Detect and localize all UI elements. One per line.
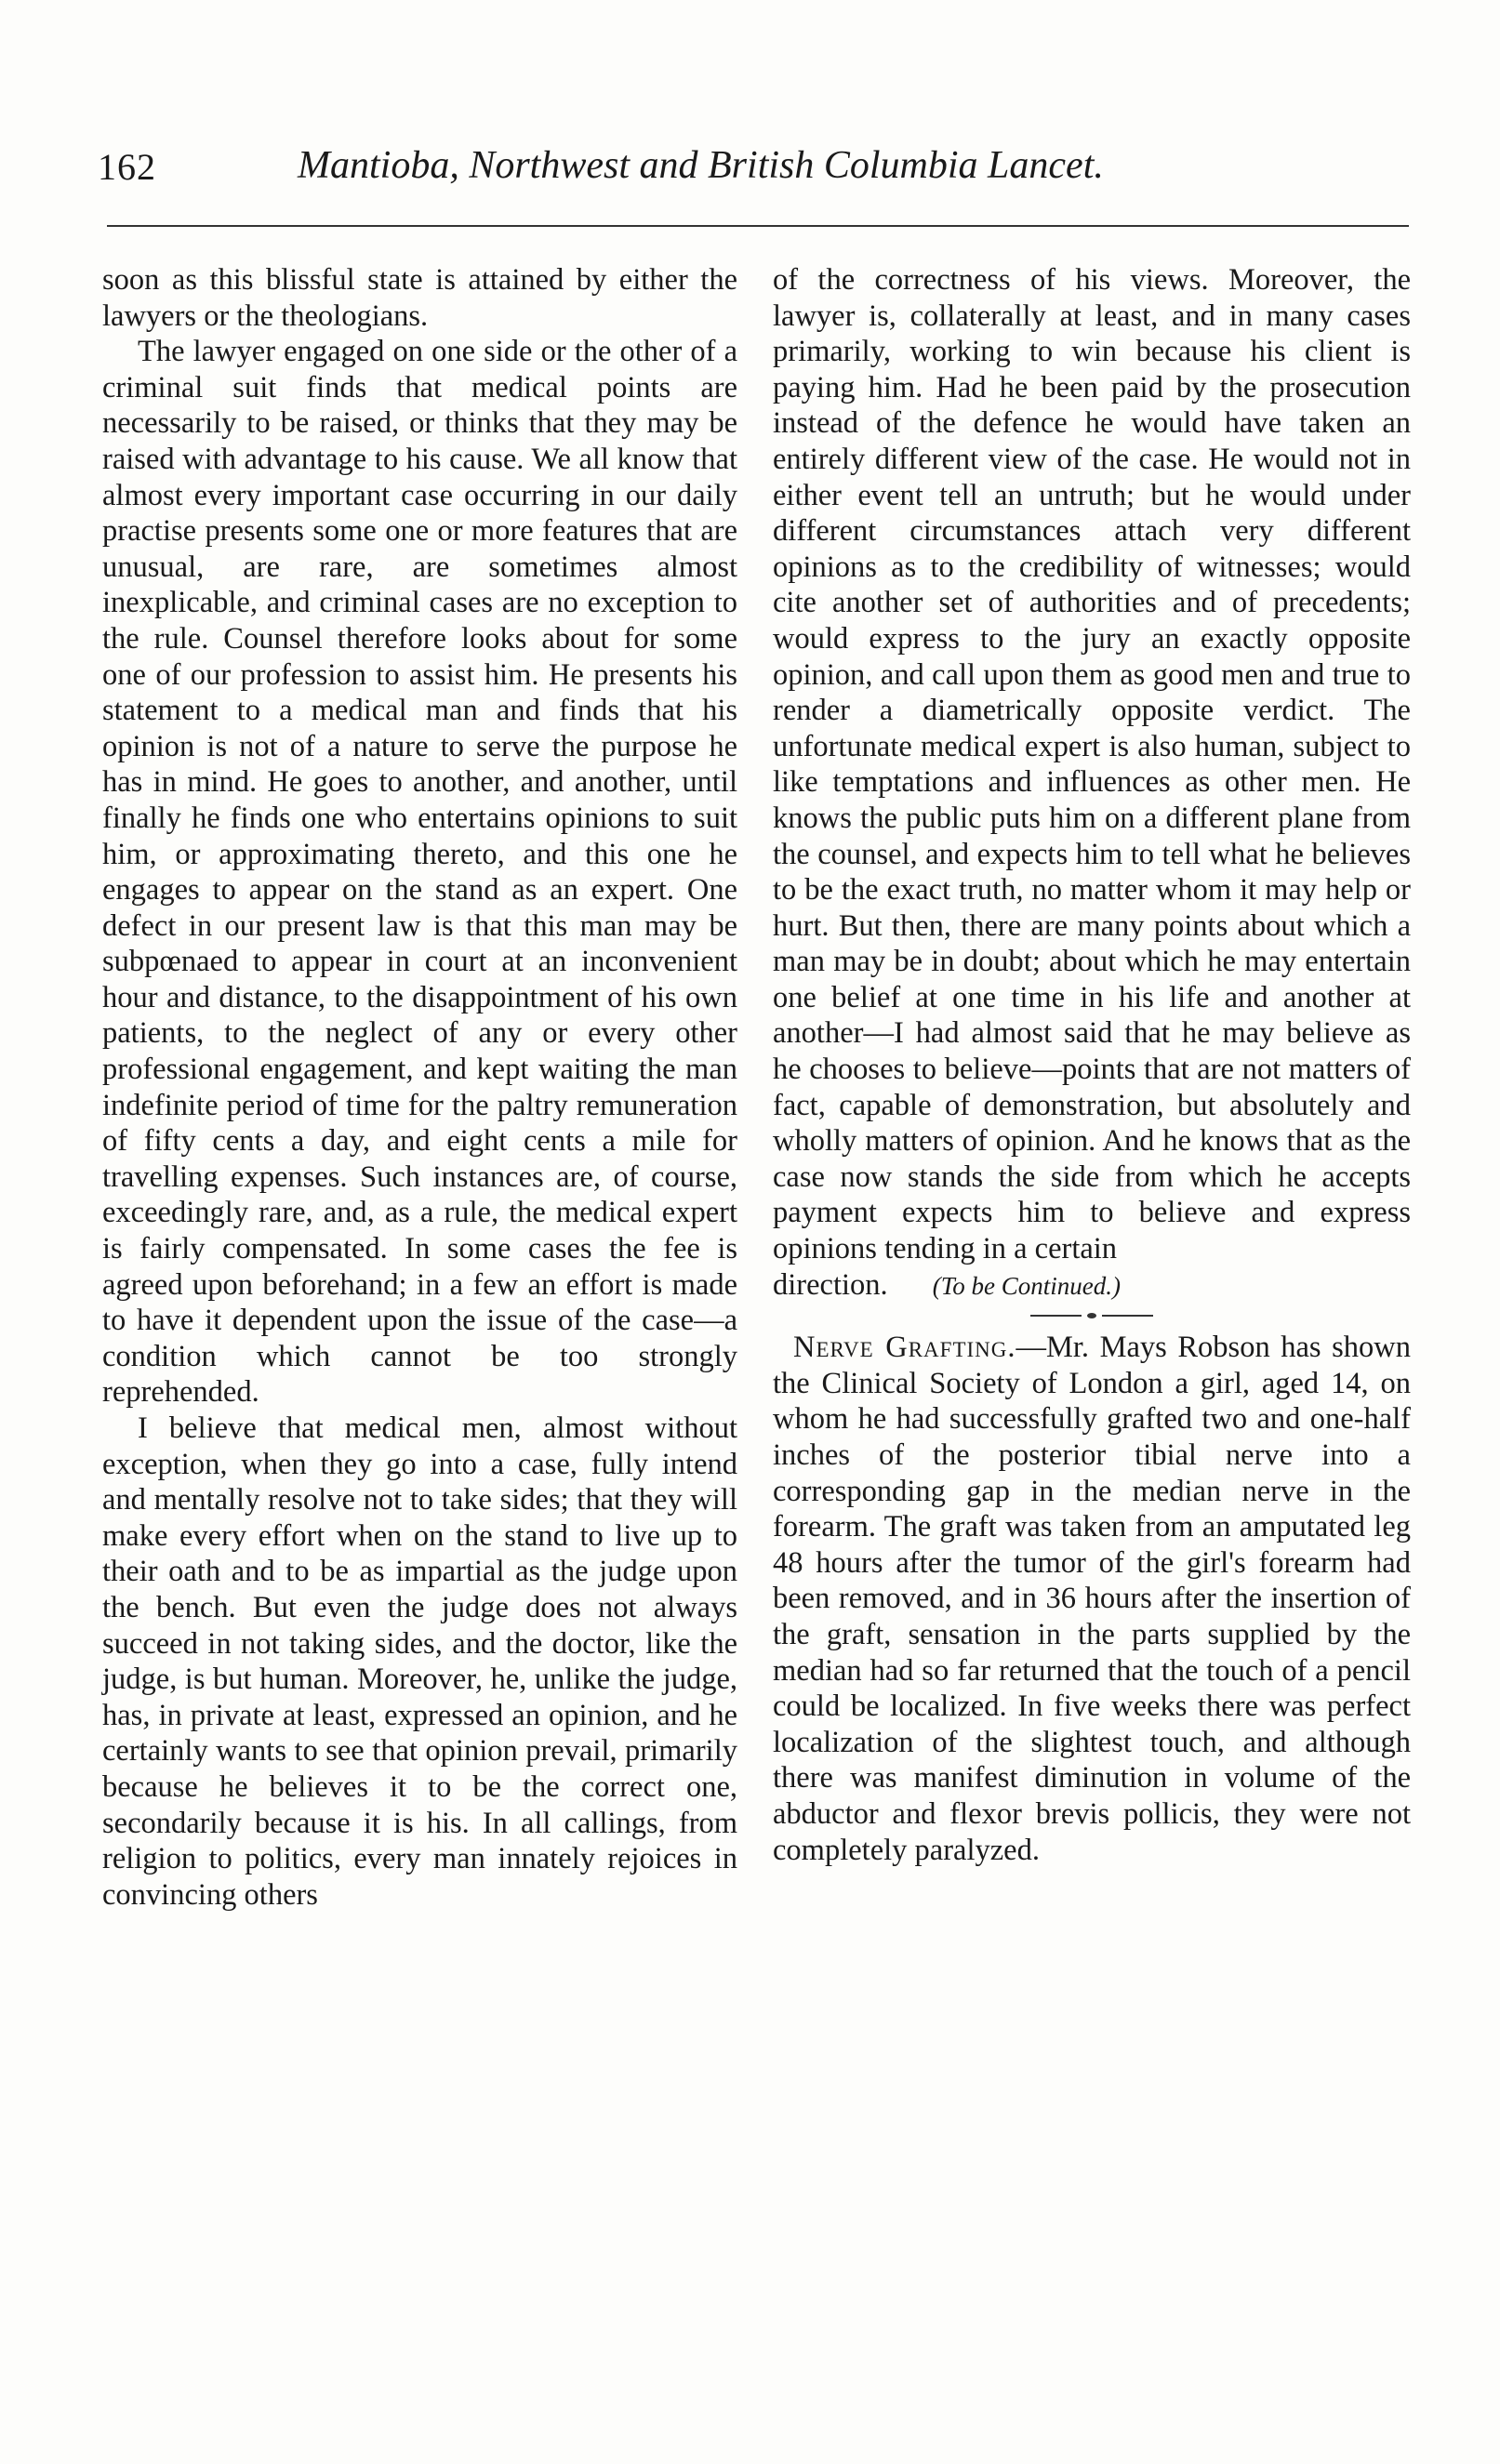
- paragraph: I believe that medical men, almost without exception, when they go into a case, fully intend and mentally resolve not to take sides; that they will make every effort when on the stand to live up to their oath and to be as impartial as the judge upon the bench. But even the judge does not always succeed in not taking sides, and the doctor, like the judge, is but human. Moreover, he, unlike the judge, has, in private at least, expressed an opinion, and he certainly wants to see that opinion prevail, primarily because he believes it to be the correct one, secondarily because it is his. In all callings, from religion to politics, every man innately rejoices in convincing others: [102, 1411, 737, 1912]
- closing-word: direction.: [773, 1267, 888, 1302]
- section-heading: Nerve Grafting.: [793, 1331, 1016, 1365]
- left-column: [102, 262, 737, 1913]
- page-number: 162: [98, 146, 156, 188]
- section-text: —Mr. Mays Robson has shown the Clinical Society of London a girl, aged 14, on whom he had successfully grafted two and one-half inches of the posterior tibial nerve into a corresponding gap in the median nerve in the forearm. The graft was taken from an amputated leg 48 hours after the tumor of the girl's forearm had been removed, and in 36 hours after the insertion of the graft, sensation in the parts supplied by the median had so far returned that the touch of a pencil could be localized. In five weeks there was perfect localization of the slightest touch, and although there was manifest diminution in volume of the abductor and flexor brevis pollicis, they were not completely paralyzed.: [773, 1331, 1411, 1867]
- right-column: [773, 262, 1411, 1868]
- paragraph: soon as this blissful state is attained by either the lawyers or the theologians.: [102, 263, 737, 333]
- page-header: [88, 139, 1409, 205]
- ornament-dot: [1087, 1313, 1096, 1318]
- to-be-continued-note: (To be Continued.): [932, 1271, 1122, 1300]
- running-title: Mantioba, Northwest and British Columbia Lancet.: [298, 144, 1104, 187]
- header-rule: [107, 225, 1409, 227]
- ornament-line-right: [1102, 1315, 1153, 1317]
- section-ornament: [773, 1309, 1411, 1322]
- paragraph: The lawyer engaged on one side or the other of a criminal suit finds that medical points are necessarily to be raised, or thinks that they may be raised with advantage to his cause. We all know that almost every important case occurring in our daily practise presents some one or more features that are unusual, are rare, are sometimes almost inexplicable, and criminal cases are no exception to the rule. Counsel therefore looks about for some one of our profession to assist him. He presents his statement to a medical man and finds that his opinion is not of a nature to serve the purpose he has in mind. He goes to another, and another, until finally he finds one who entertains opinions to suit him, or approximating thereto, and this one he engages to appear on the stand as an expert. One defect in our present law is that this man may be subpœnaed to appear in court at an inconvenient hour and distance, to the disappointment of his own patients, to the neglect of any or every other professional engagement, and kept waiting the man indefinite period of time for the paltry remuneration of fifty cents a day, and eight cents a mile for travelling expenses. Such instances are, of course, exceedingly rare, and, as a rule, the medical expert is fairly compensated. In some cases the fee is agreed upon beforehand; in a few an effort is made to have it dependent upon the issue of the case—a condition which cannot be too strongly reprehended.: [102, 335, 737, 1410]
- ornament-line-left: [1030, 1315, 1082, 1317]
- closing-line: [773, 1267, 1411, 1305]
- paragraph: of the correctness of his views. Moreover, the lawyer is, collaterally at least, and in many cases primarily, working to win because his client is paying him. Had he been paid by the prosecution instead of the defence he would have taken an entirely different view of the case. He would not in either event tell an untruth; but he would under different circumstances attach very different opinions as to the credibility of witnesses; would cite another set of authorities and of precedents; would express to the jury an exactly opposite opinion, and call upon them as good men and true to render a diametrically opposite verdict. The unfortunate medical expert is also human, subject to like temptations and influences as other men. He knows the public puts him on a different plane from the counsel, and expects him to tell what he believes to be the exact truth, no matter whom it may help or hurt. But then, there are many points about which a man may be in doubt; about which he may entertain one belief at one time in his life and another at another—I had almost said that he may believe as he chooses to believe—points that are not matters of fact, capable of demonstration, but absolutely and wholly matters of opinion. And he knows that as the case now stands the side from which he accepts payment expects him to believe and express opinions tending in a certain: [773, 263, 1411, 1266]
- nerve-grafting-paragraph: [773, 1330, 1411, 1868]
